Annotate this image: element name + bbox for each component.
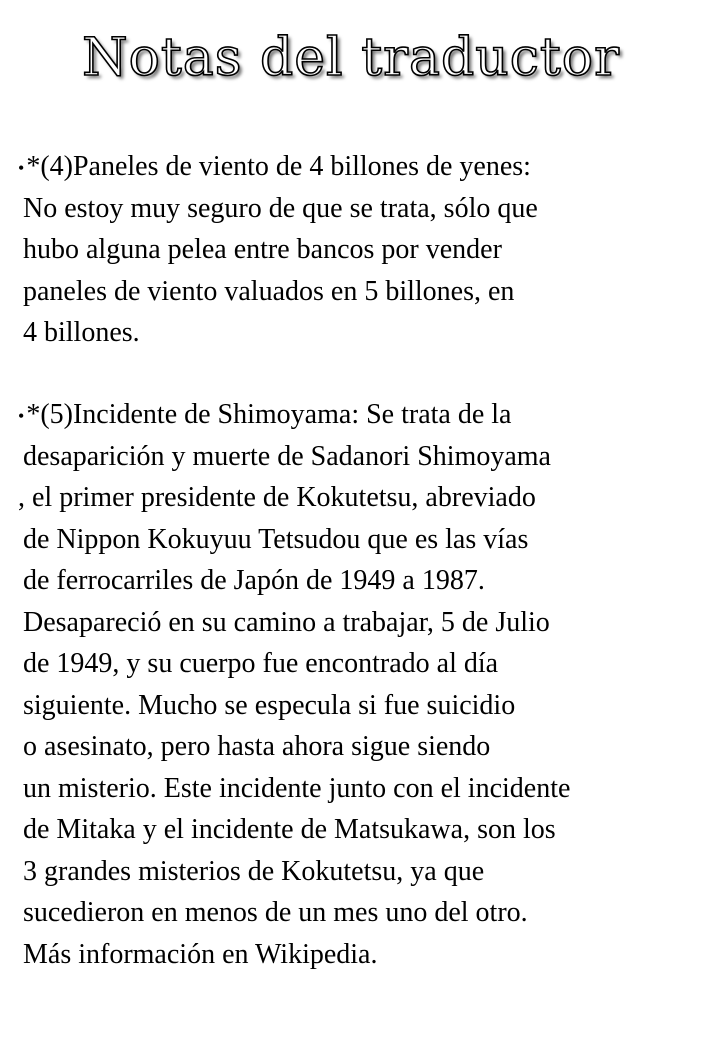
note-line: sucedieron en menos de un mes uno del otro. [23, 897, 528, 928]
note-line: un misterio. Este incidente junto con el incidente [23, 772, 571, 804]
bullet-icon: • [18, 157, 25, 178]
note-line: de ferrocarriles de Japón de 1949 a 1987. [23, 565, 485, 596]
note-line: 3 grandes misterios de Kokutetsu, ya que [23, 855, 485, 887]
note-line: hubo alguna pelea entre bancos por vender [23, 234, 502, 265]
note-line: Desapareció en su camino a trabajar, 5 de Julio [23, 606, 550, 638]
note-line: Más información en Wikipedia. [23, 938, 378, 970]
note-wind-panels [18, 146, 688, 354]
note-line: de Mitaka y el incidente de Matsukawa, son los [23, 814, 556, 845]
note-line: siguiente. Mucho se especula si fue suicidio [23, 689, 516, 721]
note-line: 4 billones. [23, 317, 140, 348]
note-line: de 1949, y su cuerpo fue encontrado al día [23, 648, 499, 679]
note-line: desaparición y muerte de Sadanori Shimoyama [23, 440, 551, 472]
note-line: o asesinato, pero hasta ahora sigue siendo [23, 731, 491, 762]
note-line: No estoy muy seguro de que se trata, sólo que [23, 192, 538, 224]
note-line: de Nippon Kokuyuu Tetsudou que es las vías [23, 523, 529, 555]
note-line: paneles de viento valuados en 5 billones, en [23, 275, 515, 307]
note-line: , el primer presidente de Kokutetsu, abreviado [18, 482, 536, 513]
note-line: •*(5)Incidente de Shimoyama: Se trata de la [18, 394, 688, 436]
page-title: Notas del traductor [82, 28, 620, 88]
note-shimoyama-incident [18, 394, 688, 975]
note-line: •*(4)Paneles de viento de 4 billones de yenes: [18, 146, 688, 188]
bullet-icon: • [18, 405, 25, 426]
